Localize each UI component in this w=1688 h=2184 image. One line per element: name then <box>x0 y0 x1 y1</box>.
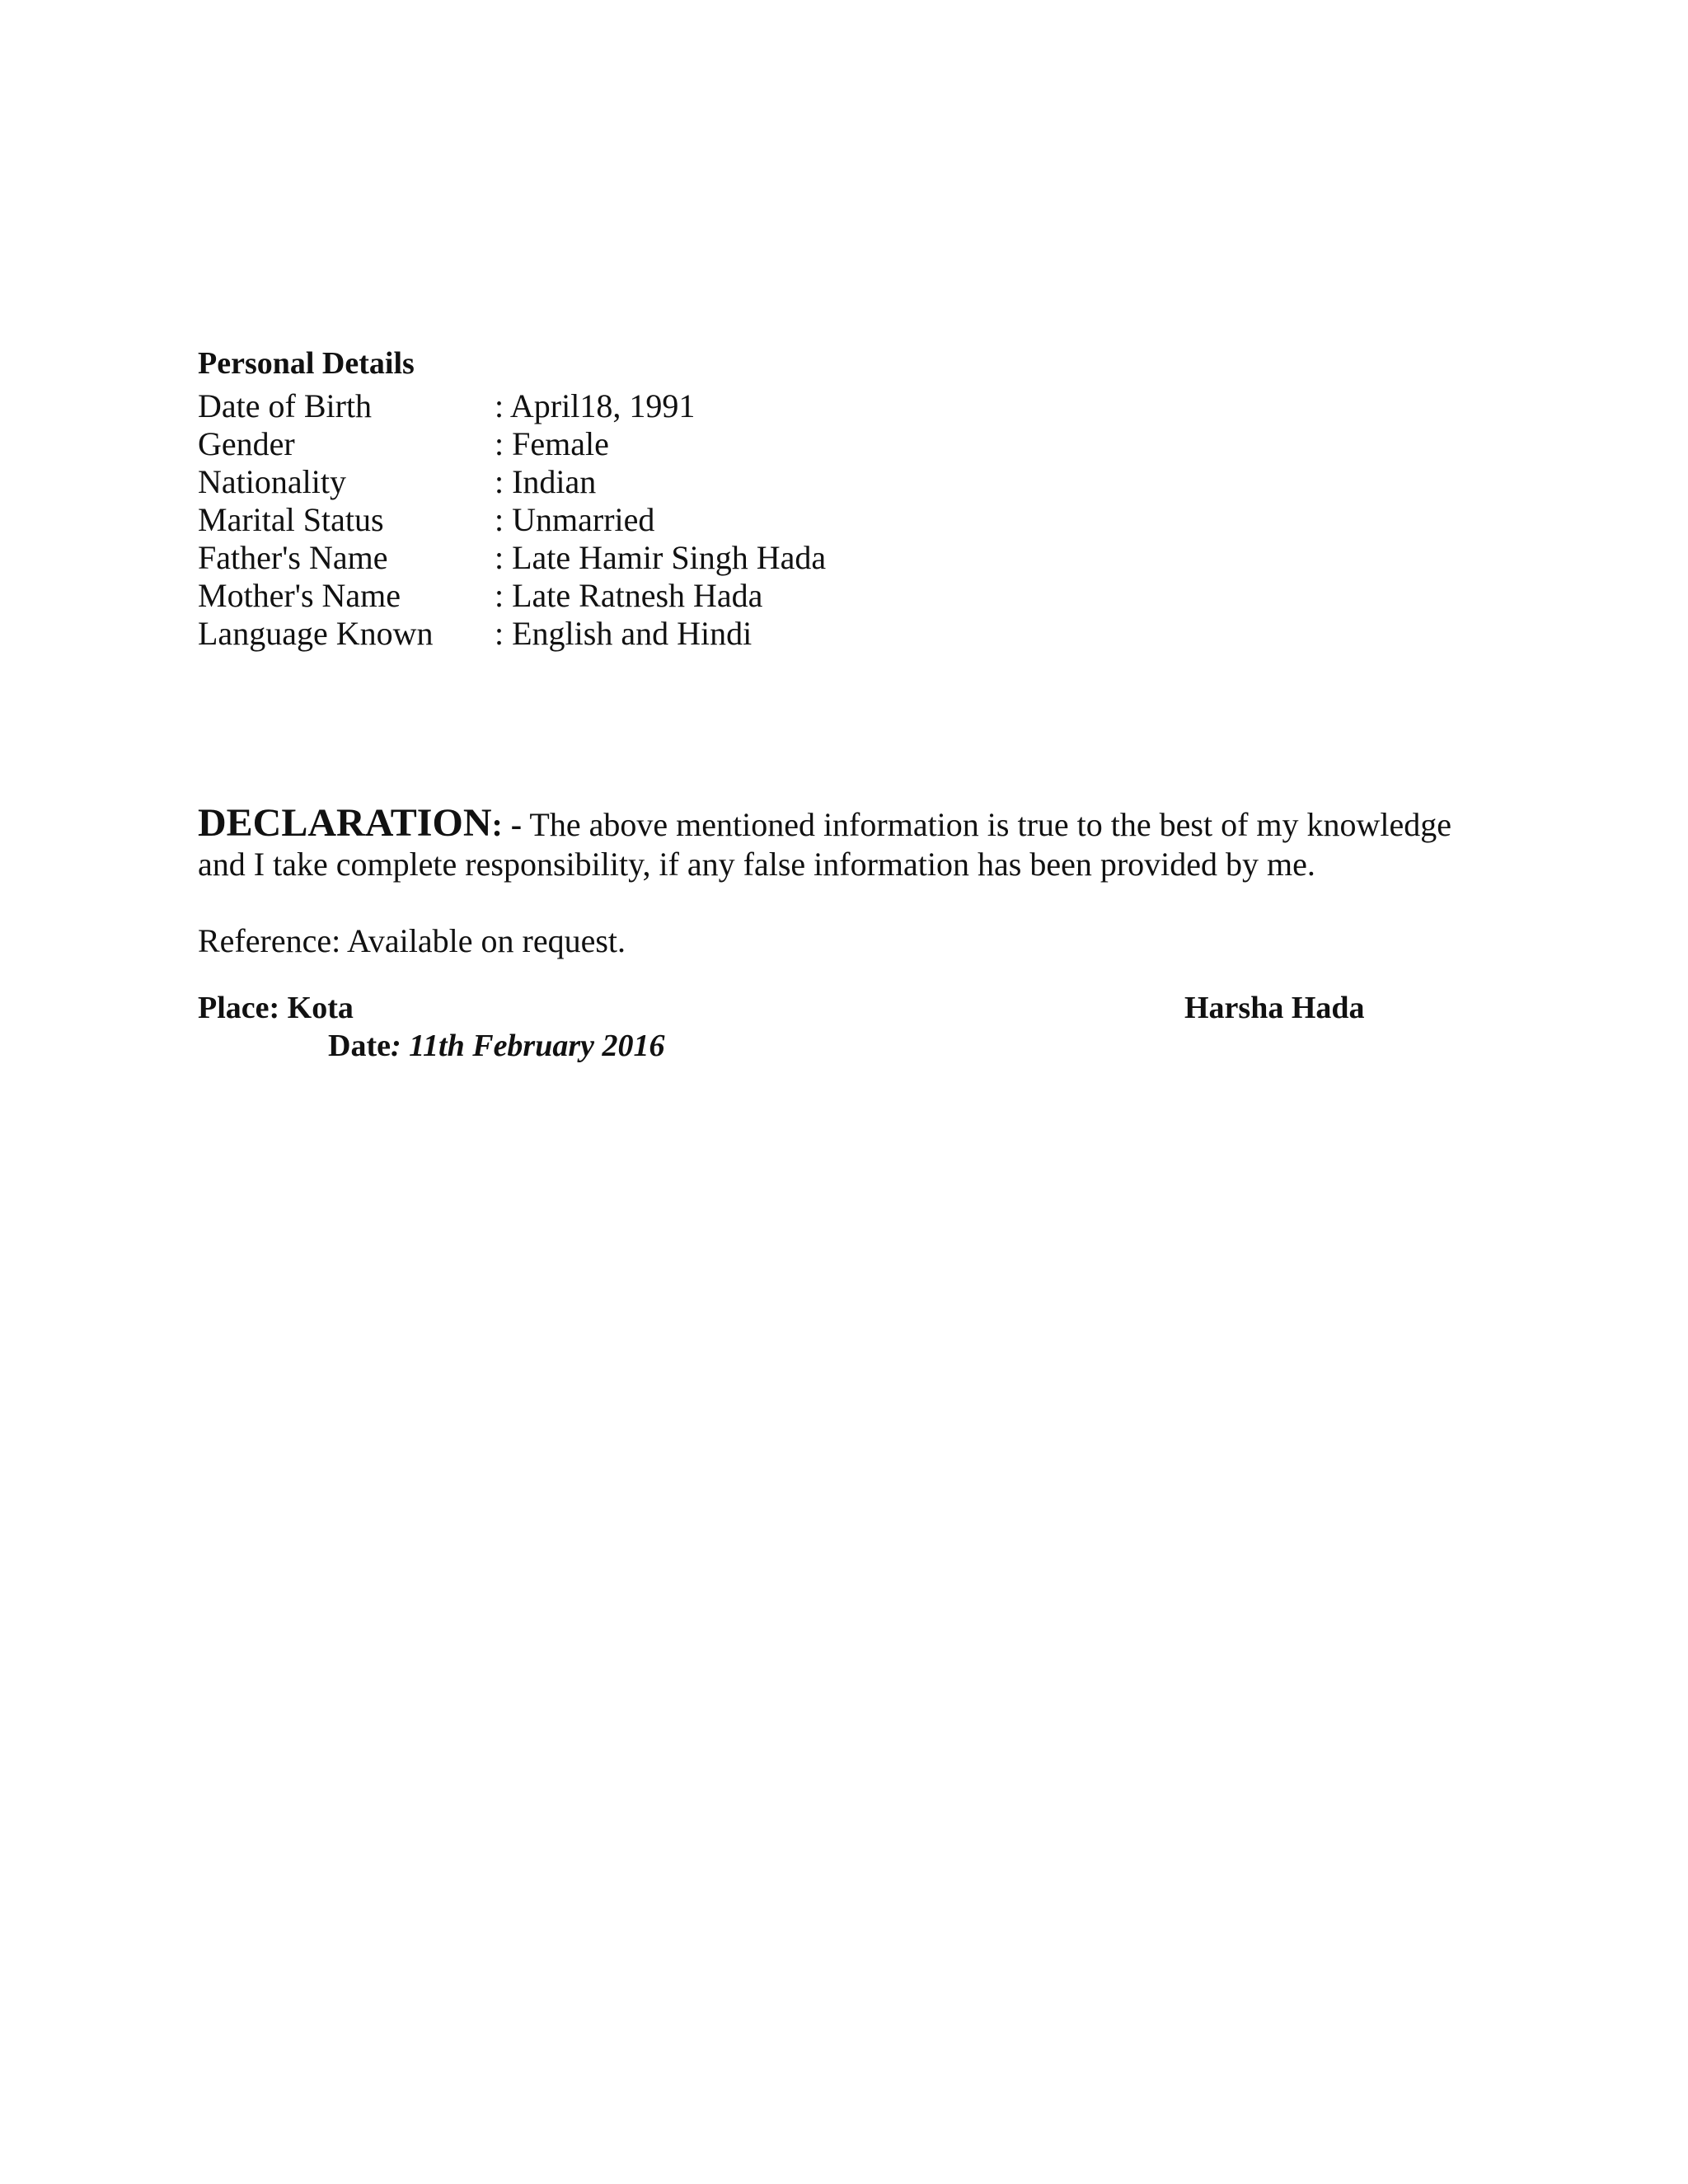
declaration-separator: : - <box>491 806 523 843</box>
detail-row-gender <box>198 425 826 463</box>
detail-label: Nationality <box>198 463 346 500</box>
detail-label: Language Known <box>198 615 434 652</box>
date-line <box>328 1027 665 1065</box>
detail-label: Date of Birth <box>198 387 373 424</box>
detail-label: Gender <box>198 425 295 462</box>
detail-value: : English and Hindi <box>495 615 753 652</box>
detail-value: : April18, 1991 <box>495 387 696 424</box>
detail-value: : Female <box>495 425 609 462</box>
reference-line: Reference: Available on request. <box>198 922 626 959</box>
declaration-text: The above mentioned information is true to the best of my knowledge and I take complete responsibility, if any false information has been provided by me. <box>198 806 1452 883</box>
detail-row-marital-status <box>198 501 826 539</box>
detail-row-language-known <box>198 615 826 653</box>
detail-value: : Indian <box>495 463 597 500</box>
detail-value: : Late Ratnesh Hada <box>495 577 763 614</box>
date-value: : 11th February 2016 <box>390 1029 665 1063</box>
detail-row-nationality <box>198 463 826 501</box>
personal-details-list <box>198 387 826 653</box>
detail-label: Marital Status <box>198 501 384 538</box>
detail-value: : Late Hamir Singh Hada <box>495 539 827 576</box>
detail-row-mothers-name <box>198 577 826 615</box>
detail-label: Mother's Name <box>198 577 401 614</box>
detail-value: : Unmarried <box>495 501 655 538</box>
detail-row-date-of-birth <box>198 387 826 425</box>
signature-name: Harsha Hada <box>1184 991 1365 1025</box>
date-label: Date <box>328 1029 391 1063</box>
detail-row-fathers-name <box>198 539 826 577</box>
place-line: Place: Kota <box>198 991 354 1025</box>
detail-label: Father's Name <box>198 539 388 576</box>
declaration-paragraph <box>198 801 1484 884</box>
personal-details-heading: Personal Details <box>198 346 415 381</box>
declaration-heading: DECLARATION <box>198 801 492 845</box>
